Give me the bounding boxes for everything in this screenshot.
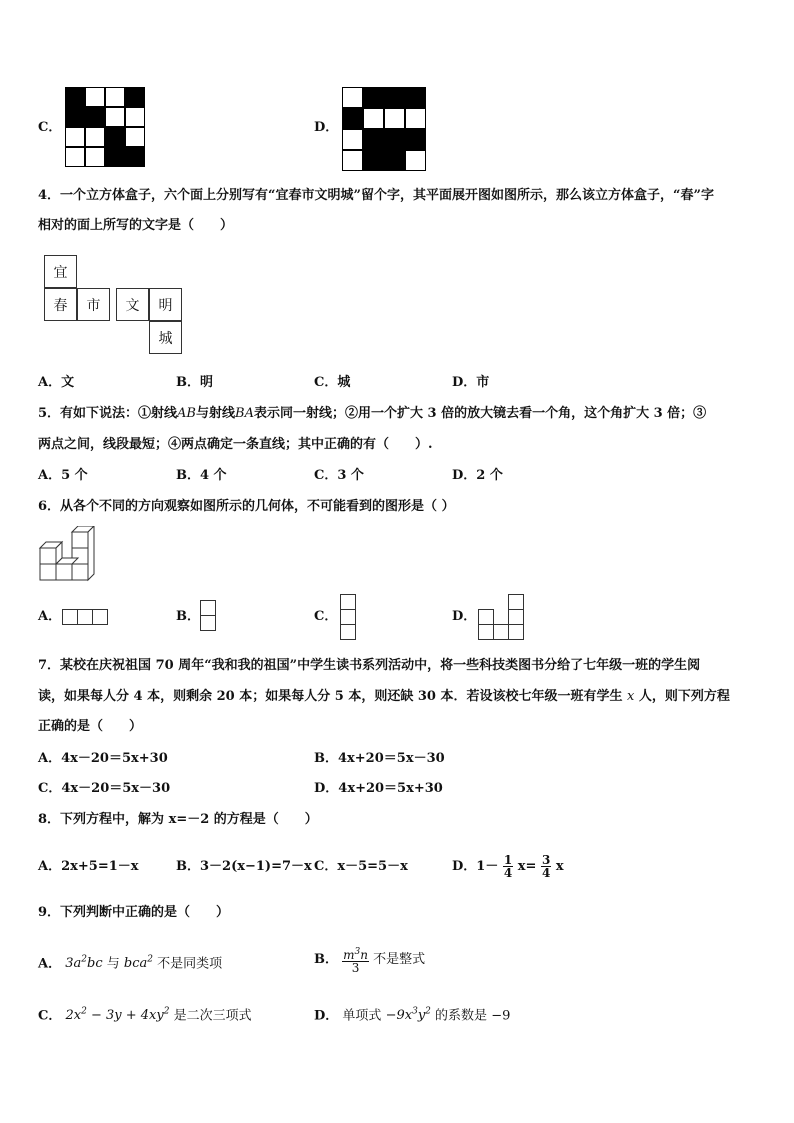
- q9-option-b[interactable]: [314, 942, 425, 978]
- grid-cell: [105, 147, 125, 167]
- net-cell-top: 宜: [44, 255, 77, 288]
- q5-stem-start: 5．有如下说法：①射线: [38, 406, 178, 421]
- q9-a-and: 与: [106, 956, 120, 972]
- q5-ray-ab: AB: [177, 406, 196, 421]
- q9-d-text2: 的系数是: [435, 1008, 488, 1024]
- q9-d-coef: −9: [491, 1008, 511, 1024]
- grid-cell: [405, 150, 426, 171]
- q6-stem: 6．从各个不同的方向观察如图所示的几何体，不可能看到的图形是（ ）: [38, 499, 455, 514]
- q4-option-a[interactable]: A．文: [38, 375, 75, 390]
- q5-stem-line1: [38, 405, 706, 423]
- q4-option-c[interactable]: C．城: [314, 375, 351, 390]
- q8-option-b[interactable]: B．3－2(x−1)=7－x: [176, 859, 312, 874]
- q4-option-d[interactable]: D．市: [452, 375, 490, 390]
- q9-b-fraction: $\frac{m^3n}{3}$: [343, 946, 368, 975]
- q8-d-fraction-1: $\frac{1}{4}$: [503, 853, 513, 880]
- q8-d-suffix: x: [555, 859, 564, 874]
- q9-stem: 9．下列判断中正确的是（ ）: [38, 905, 230, 920]
- q3-option-d-figure: [342, 87, 426, 171]
- grid-cell: [65, 107, 85, 127]
- grid-cell: [65, 127, 85, 147]
- grid-cell: [125, 147, 145, 167]
- net-cell-bottom: 城: [149, 321, 182, 354]
- q3-option-c-label[interactable]: C．: [38, 120, 62, 135]
- grid-cell: [384, 108, 405, 129]
- grid-cell: [85, 127, 105, 147]
- q7-option-b[interactable]: B．4x+20＝5x－30: [314, 751, 445, 766]
- q7-stem-line2b: 人，则下列方程: [638, 689, 730, 704]
- grid-cell: [384, 87, 405, 108]
- q9-d-label: D．: [314, 1008, 339, 1024]
- q5-stem-mid: 与射线: [196, 406, 236, 421]
- q7-option-d[interactable]: D．4x+20＝5x+30: [314, 781, 443, 796]
- q7-stem-line3: 正确的是（ ）: [38, 719, 143, 734]
- grid-cell: [125, 127, 145, 147]
- q5-ray-ba: BA: [235, 406, 254, 421]
- grid-cell: [85, 107, 105, 127]
- q9-option-c[interactable]: [38, 1003, 252, 1025]
- q8-d-fraction-2: $\frac{3}{4}$: [541, 853, 551, 880]
- q5-option-d[interactable]: D．2 个: [452, 468, 503, 483]
- q6-option-c-figure: [340, 594, 358, 640]
- q5-option-a[interactable]: A．5 个: [38, 468, 88, 483]
- q9-b-label: B．: [314, 952, 338, 967]
- q8-d-prefix: D．1－: [452, 859, 499, 874]
- net-cell-row-4: 明: [149, 288, 182, 321]
- net-cell-row-1: 春: [44, 288, 77, 321]
- q8-stem: 8．下列方程中，解为 x=－2 的方程是（ ）: [38, 812, 318, 827]
- q9-a-label: A．: [38, 956, 62, 972]
- q9-a-text: 不是同类项: [157, 956, 223, 972]
- q7-stem-line1: 7．某校在庆祝祖国 70 周年“我和我的祖国”中学生读书系列活动中，将一些科技类图书分给了七年级一班的学生阅: [38, 658, 701, 673]
- grid-cell: [363, 87, 384, 108]
- q6-option-b-label[interactable]: B．: [176, 609, 200, 624]
- q6-solid-figure: [38, 526, 98, 582]
- q9-d-expr: $-9x^3y^2$: [385, 1007, 431, 1024]
- q9-option-a[interactable]: [38, 951, 222, 973]
- grid-cell: [105, 87, 125, 107]
- grid-cell: [384, 129, 405, 150]
- grid-cell: [342, 108, 363, 129]
- q7-option-c[interactable]: C．4x－20＝5x－30: [38, 781, 171, 796]
- q5-option-b[interactable]: B．4 个: [176, 468, 227, 483]
- q9-option-d[interactable]: [314, 1003, 510, 1025]
- grid-cell: [85, 87, 105, 107]
- q5-stem-line2: 两点之间，线段最短；④两点确定一条直线；其中正确的有（ ）.: [38, 437, 433, 452]
- q5-stem-rest: 表示同一射线；②用一个扩大 3 倍的放大镜去看一个角，这个角扩大 3 倍；③: [253, 406, 707, 421]
- q4-option-b[interactable]: B．明: [176, 375, 213, 390]
- grid-cell: [65, 147, 85, 167]
- grid-cell: [405, 87, 426, 108]
- grid-cell: [384, 150, 405, 171]
- grid-cell: [125, 87, 145, 107]
- q8-option-c[interactable]: C．x－5=5－x: [314, 859, 408, 874]
- q8-d-mid: x=: [517, 859, 537, 874]
- grid-cell: [405, 129, 426, 150]
- q4-stem-line1: 4．一个立方体盒子，六个面上分别写有“宜春市文明城”留个字，其平面展开图如图所示，那么该立方体盒子，“春”字: [38, 188, 714, 203]
- grid-cell: [342, 87, 363, 108]
- q9-b-text: 不是整式: [373, 952, 426, 967]
- q9-c-text: 是二次三项式: [173, 1008, 252, 1024]
- grid-cell: [65, 87, 85, 107]
- q9-c-expr: $2x^2 - 3y + 4xy^2$: [65, 1007, 170, 1024]
- q9-c-label: C．: [38, 1008, 62, 1024]
- q9-a-expr2: bca$^2$: [123, 955, 153, 972]
- grid-cell: [105, 127, 125, 147]
- q6-option-d-label[interactable]: D．: [452, 609, 477, 624]
- q3-option-c-figure: [65, 87, 145, 167]
- grid-cell: [363, 129, 384, 150]
- q6-option-d-figure: [478, 594, 526, 640]
- grid-cell: [105, 107, 125, 127]
- q3-option-d-label[interactable]: D．: [314, 120, 339, 135]
- net-cell-row-2: 市: [77, 288, 110, 321]
- q9-a-expr1: $3a^2bc$: [65, 955, 103, 972]
- q9-d-text1: 单项式: [342, 1008, 382, 1024]
- grid-cell: [342, 129, 363, 150]
- grid-cell: [85, 147, 105, 167]
- q6-option-a-figure: [62, 609, 110, 625]
- net-cell-row-3: 文: [116, 288, 149, 321]
- grid-cell: [363, 150, 384, 171]
- grid-cell: [342, 150, 363, 171]
- q7-option-a[interactable]: A．4x－20＝5x+30: [38, 751, 168, 766]
- grid-cell: [363, 108, 384, 129]
- q8-option-a[interactable]: A．2x+5=1－x: [38, 859, 139, 874]
- q4-stem-line2: 相对的面上所写的文字是（ ）: [38, 218, 234, 233]
- q8-option-d[interactable]: [452, 849, 564, 885]
- grid-cell: [405, 108, 426, 129]
- q6-option-b-figure: [200, 600, 218, 632]
- q7-variable-x: x: [627, 689, 635, 704]
- q7-stem-line2a: 读，如果每人分 4 本，则剩余 20 本；如果每人分 5 本，则还缺 30 本．若设该校七年级一班有学生: [38, 689, 623, 704]
- q6-option-a-label[interactable]: A．: [38, 609, 62, 624]
- grid-cell: [125, 107, 145, 127]
- q5-option-c[interactable]: C．3 个: [314, 468, 364, 483]
- q7-stem-line2: [38, 688, 730, 706]
- q6-option-c-label[interactable]: C．: [314, 609, 338, 624]
- q4-net-figure: [44, 255, 194, 355]
